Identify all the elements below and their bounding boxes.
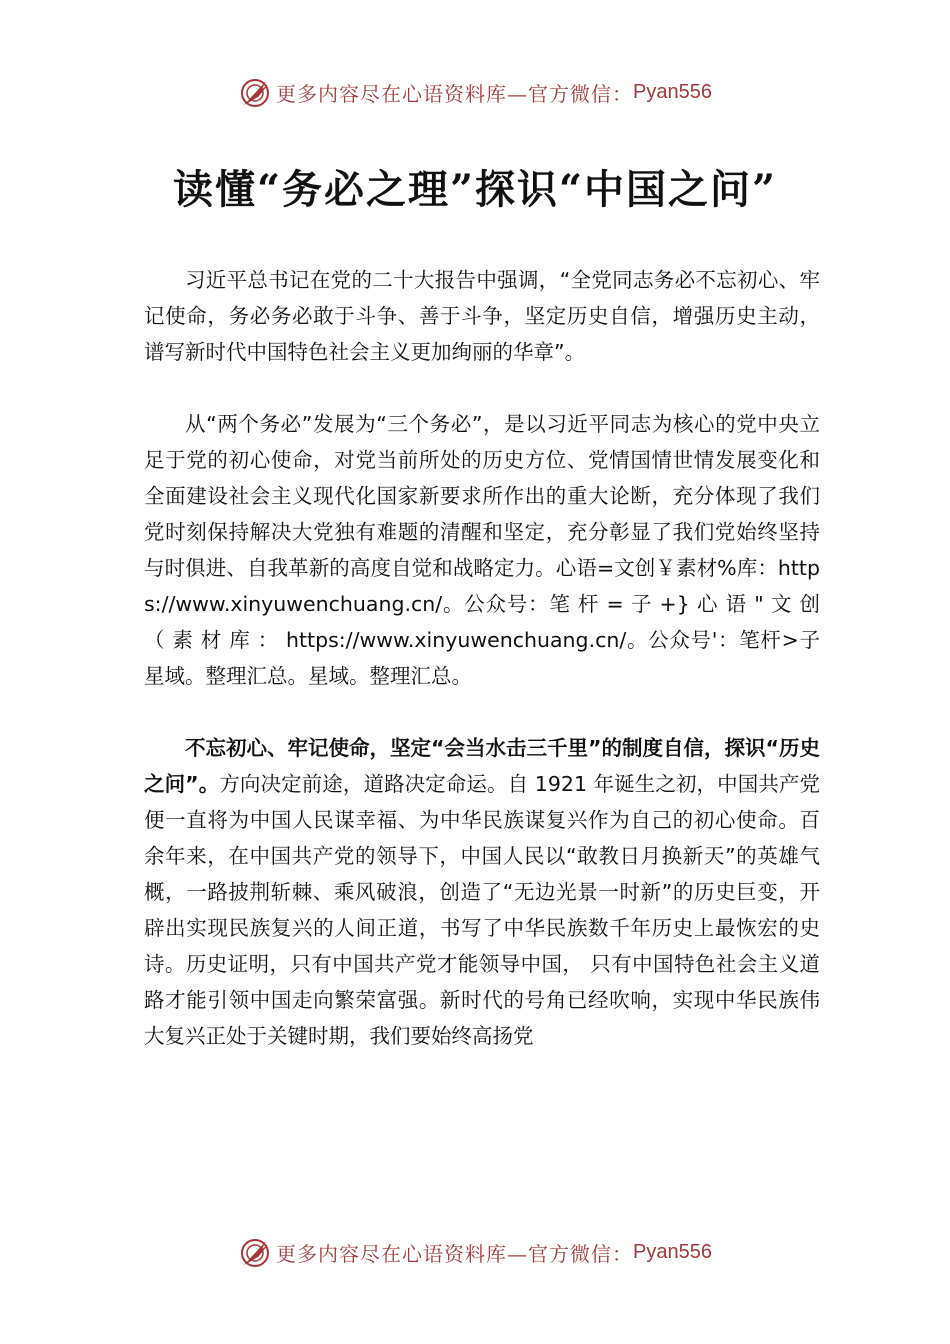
footer-banner [0,1232,950,1272]
article-title: 读懂“务必之理”探识“中国之问” [172,166,778,213]
header-banner [0,72,950,112]
banner-text: 更多内容尽在心语资料库—官方微信： [276,1241,634,1266]
paragraph-3-lead: 不忘初心、牢记使命，坚定“会当水击三千里”的制度自信，探识“历史之问”。 [144,736,820,796]
paragraph-3-text: 方向决定前途，道路决定命运。自 1921 年诞生之初，中国共产党便一直将为中国人民谋幸福、为中华民族谋复兴作为自己的初心使命。百余年来，在中国共产党的领导下，中国人民以“敢教日月换新天”的英雄气概，一路披荆斩棘、乘风破浪，创造了“无边光景一时新”的历史巨变，开辟出实现民族复兴的人间正道，书写了中华民族数千年历史上最恢宏的史诗。历史证明，只有中国共产党才能领导中国， 只有中国特色社会主义道路才能引领中国走向繁荣富强。新时代的号角已经吹响，实现中华民族伟大复兴正处于关键时期，我们要始终高扬党 [144,772,820,1048]
quill-logo-icon [238,1235,272,1269]
paragraph-1 [144,262,820,370]
paragraph-3 [144,730,820,1054]
paragraph-2-text: 从“两个务必”发展为“三个务必”，是以习近平同志为核心的党中央立足于党的初心使命，对党当前所处的历史方位、党情国情世情发展变化和全面建设社会主义现代化国家新要求所作出的重大论断，充分体现了我们党时刻保持解决大党独有难题的清醒和坚定，充分彰显了我们党始终坚持与时俱进、自我革新的高度自觉和战略定力。心语=文创￥素材%库：https://www.xinyuwenchuang.cn/。公众号：笔 杆 = 子 +} 心 语 " 文 创 （ 素 材 库 ： https://www.xinyuwenchuang.cn/。公众号'：笔杆>子星域。整理汇总。星域。整理汇总。 [144,412,820,688]
article-body [144,262,820,1054]
banner-wechat-id: Pyan556 [633,80,712,103]
banner-text: 更多内容尽在心语资料库—官方微信： [276,81,634,106]
paragraph-2 [144,406,820,694]
paragraph-1-text: 习近平总书记在党的二十大报告中强调，“全党同志务必不忘初心、牢记使命，务必务必敢于斗争、善于斗争，坚定历史自信，增强历史主动，谱写新时代中国特色社会主义更加绚丽的华章”。 [144,268,820,364]
banner-wechat-id: Pyan556 [633,1240,712,1263]
quill-logo-icon [238,75,272,109]
